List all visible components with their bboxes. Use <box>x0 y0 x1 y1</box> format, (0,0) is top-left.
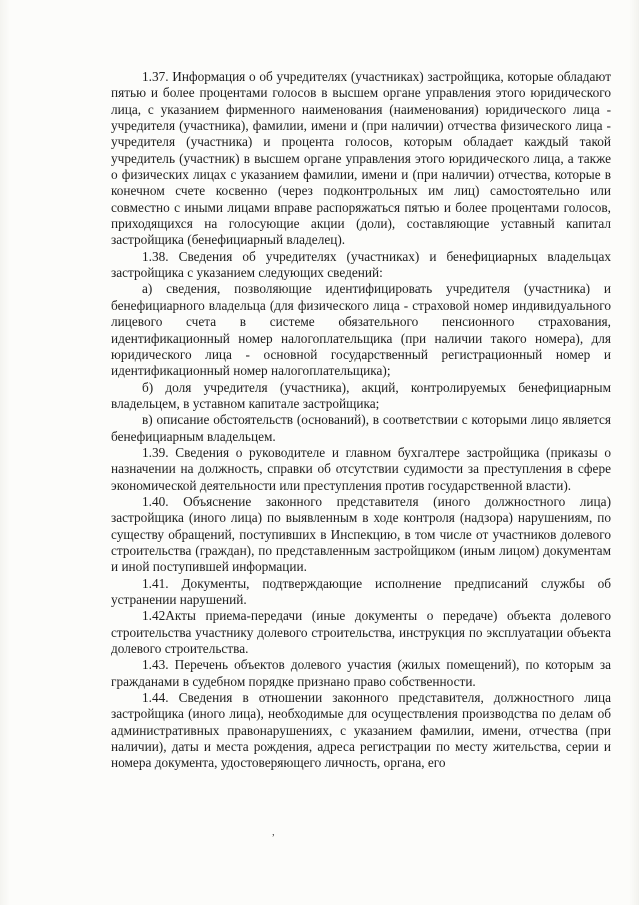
paragraph-1-40: 1.40. Объяснение законного представителя (иного должностного лица) застройщика (иного лица) по выявленным в ходе контроля (надзора) нарушениям, по существу обращений, поступивших в Инспекцию, в том числе от участников долевого строительства (граждан), по представленным застройщиком (иным лицом) документам и иной поступившей информации. <box>111 493 611 575</box>
paragraph-1-41: 1.41. Документы, подтверждающие исполнение предписаний службы об устранении нарушений. <box>111 575 611 607</box>
paragraph-1-38-a: а) сведения, позволяющие идентифицировать учредителя (участника) и бенефициарного владельца (для физического лица - страховой номер индивидуального лицевого счета в системе обязательного пенсионного страхования, идентификационный номер налогоплательщика (при наличии такого номера), для юридического лица - основной государственный регистрационный номер и идентификационный номер налогоплательщика); <box>111 281 611 379</box>
document-body <box>111 69 611 772</box>
paragraph-1-38-b: б) доля учредителя (участника), акций, контролируемых бенефициарным владельцем, в уставном капитале застройщика; <box>111 379 611 411</box>
paragraph-1-44: 1.44. Сведения в отношении законного представителя, должностного лица застройщика (иного лица), необходимые для осуществления производства по делам об административных правонарушениях, с указанием фамилии, имени, отчества (при наличии), даты и места рождения, адреса регистрации по месту жительства, серии и номера документа, удостоверяющего личность, органа, его <box>111 690 611 771</box>
paragraph-1-42: 1.42Акты приема-передачи (иные документы о передаче) объекта долевого строительства участнику долевого строительства, инструкция по эксплуатации объекта долевого строительства. <box>111 608 611 657</box>
scan-speck: , <box>272 826 275 838</box>
paragraph-1-39: 1.39. Сведения о руководителе и главном бухгалтере застройщика (приказы о назначении на должность, справки об отсутствии судимости за преступления в сфере экономической деятельности или преступления против государственной власти). <box>111 444 611 493</box>
paragraph-1-37: 1.37. Информация о об учредителях (участниках) застройщика, которые обладают пятью и более процентами голосов в высшем органе управления этого юридического лица, с указанием фирменного наименования (наименования) юридического лица - учредителя (участника), фамилии, имени и (при наличии) отчества физического лица - учредителя (участника) и процента голосов, которым обладает каждый такой учредитель (участник) в высшем органе управления этого юридического лица, а также о физических лицах с указанием фамилии, имени и (при наличии) отчества, которые в конечном счете косвенно (через подконтрольных им лиц) самостоятельно или совместно с иными лицами вправе распоряжаться пятью и более процентами голосов, приходящихся на голосующие акции (доли), составляющие уставный капитал застройщика (бенефициарный владелец). <box>111 69 611 248</box>
paragraph-1-43: 1.43. Перечень объектов долевого участия (жилых помещений), по которым за гражданами в судебном порядке признано право собственности. <box>111 657 611 689</box>
paragraph-1-38: 1.38. Сведения об учредителях (участниках) и бенефициарных владельцах застройщика с указанием следующих сведений: <box>111 248 611 281</box>
paragraph-1-38-v: в) описание обстоятельств (оснований), в соответствии с которыми лицо является бенефициарным владельцем. <box>111 412 611 444</box>
